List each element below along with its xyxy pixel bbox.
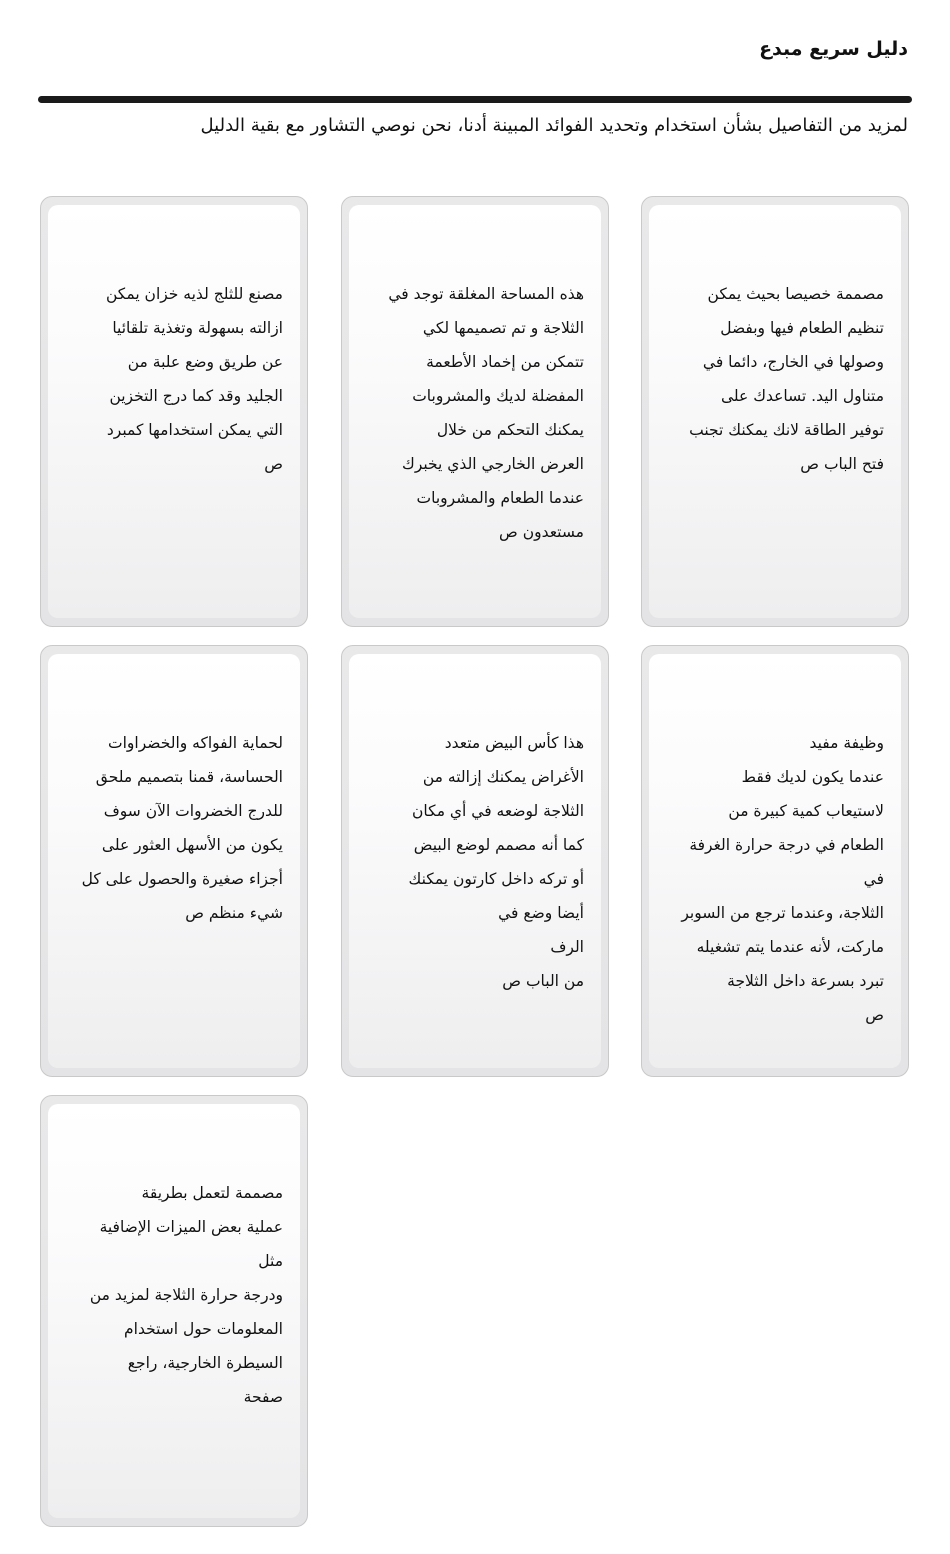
- feature-card: [641, 196, 909, 627]
- card-text: مصنع للثلج لذيه خزان يمكن ازالته بسهولة وتغذية تلقائيا عن طريق وضع علبة من الجليد وقد كما درج التخزين التي يمكن استخدامها كمبرد ص: [106, 285, 283, 473]
- feature-card: [40, 196, 308, 627]
- title-divider: [38, 96, 912, 103]
- feature-card: [341, 196, 609, 627]
- feature-card: [341, 645, 609, 1077]
- card-text: وظيفة مفيد عندما يكون لديك فقط لاستيعاب كمية كبيرة من الطعام في درجة حرارة الغرفة في الثلاجة، وعندما ترجع من السوبر ماركت، لأنه عندما يتم تشغيله تبرد بسرعة داخل الثلاجة ص: [681, 734, 884, 1024]
- card-text: مصممة لتعمل بطريقة عملية بعض الميزات الإضافية مثل ودرجة حرارة الثلاجة لمزيد من المعلومات حول استخدام السيطرة الخارجية، راجع صفحة: [89, 1184, 283, 1406]
- card-text: هذا كأس البيض متعدد الأغراض يمكنك إزالته من الثلاجة لوضعه في أي مكان كما أنه مصمم لوضع البيض أو تركه داخل كارتون يمكنك أيضا وضع في الرف من الباب ص: [408, 734, 584, 990]
- card-text: لحماية الفواكه والخضراوات الحساسة، قمنا بتصميم ملحق للدرج الخضروات الآن سوف يكون من الأسهل العثور على أجزاء صغيرة والحصول على كل شيء منظم ص: [81, 734, 283, 922]
- feature-card: [40, 1095, 308, 1527]
- intro-text: لمزيد من التفاصيل بشأن استخدام وتحديد الفوائد المبينة أدنا، نحن نوصي التشاور مع بقية الدليل: [200, 115, 908, 136]
- card-text: هذه المساحة المغلقة توجد في الثلاجة و تم تصميمها لكي تتمكن من إخماد الأطعمة المفضلة لديك والمشروبات يمكنك التحكم من خلال العرض الخارجي الذي يخبرك عندما الطعام والمشروبات مستعدون ص: [388, 285, 584, 541]
- card-text: مصممة خصيصا بحيث يمكن تنظيم الطعام فيها وبفضل وصولها في الخارج، دائما في متناول اليد. تساعدك على توفير الطاقة لانك يمكنك تجنب فتح الباب ص: [689, 285, 884, 473]
- guide-title: دليل سريع مبدع: [759, 38, 908, 60]
- feature-card: [40, 645, 308, 1077]
- feature-card: [641, 645, 909, 1077]
